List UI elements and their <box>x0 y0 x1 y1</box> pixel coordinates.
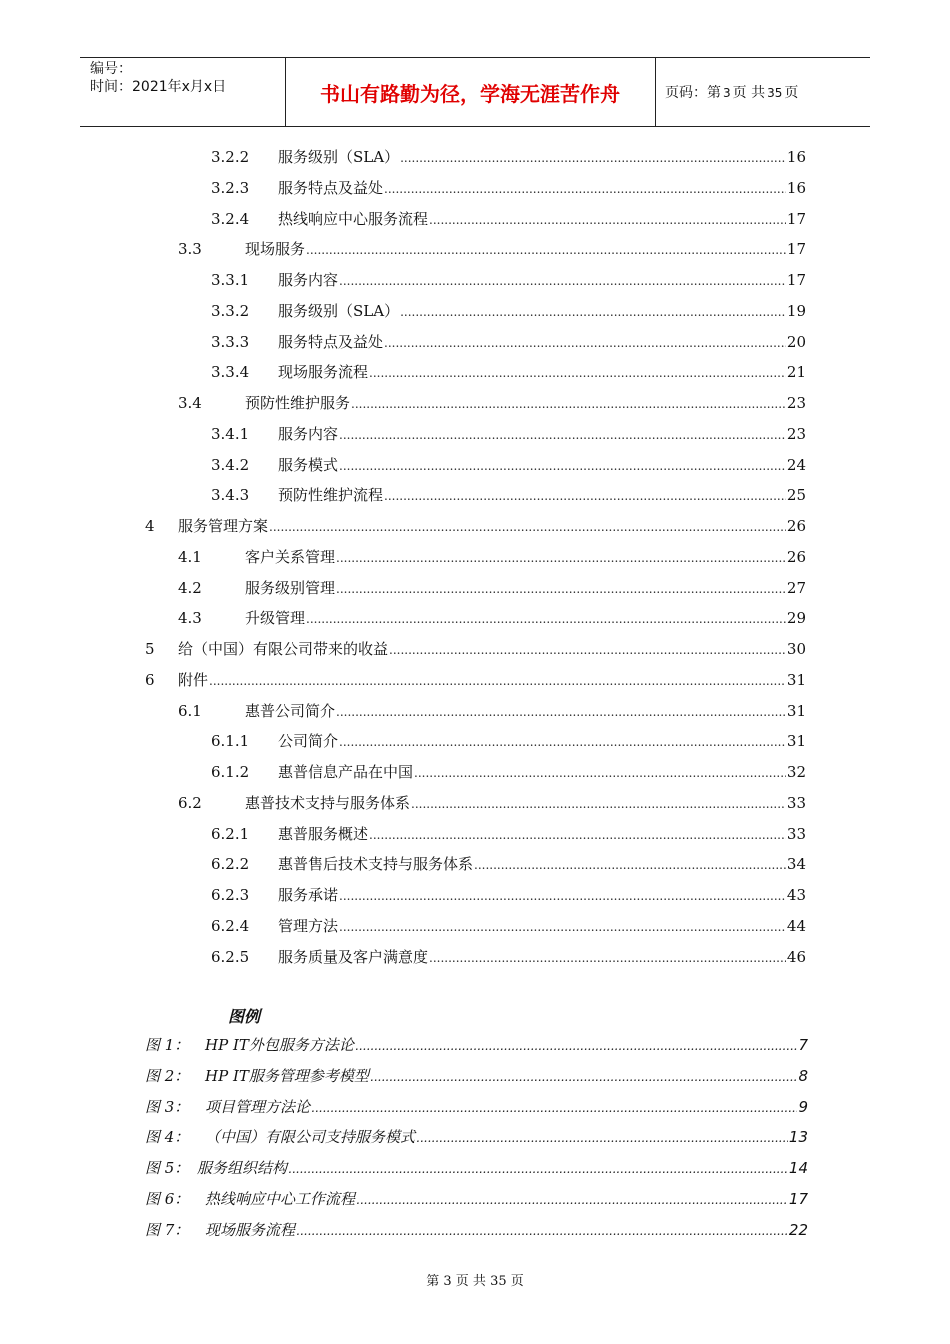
toc-entry-number: 3.2.3 <box>211 178 250 197</box>
toc-entry[interactable] <box>145 730 806 752</box>
footer-suffix: 页 <box>510 1274 524 1289</box>
figure-entry-label: 图 7： <box>145 1220 190 1239</box>
toc-leader-dots <box>351 394 786 412</box>
figure-entry-page: 17 <box>788 1190 808 1208</box>
toc-entry-title: 服务内容 <box>278 424 339 443</box>
toc-entry-number: 4.3 <box>178 609 202 628</box>
toc-entry-page: 31 <box>786 732 806 751</box>
figure-entry-page: 7 <box>798 1036 808 1054</box>
toc-leader-dots <box>411 794 786 812</box>
figure-entry[interactable] <box>145 1188 808 1210</box>
toc-entry[interactable] <box>145 146 806 168</box>
toc-entry-title: 管理方法 <box>278 916 339 935</box>
toc-entry-title: 公司简介 <box>278 732 339 751</box>
toc-entry-page: 17 <box>786 209 806 228</box>
toc-entry-title: 服务质量及客户满意度 <box>278 947 429 966</box>
toc-entry-title: 服务承诺 <box>278 886 339 904</box>
toc-entry-page: 16 <box>786 148 806 166</box>
toc-leader-dots <box>339 425 786 443</box>
figure-entry-page: 9 <box>798 1097 808 1116</box>
toc-entry[interactable] <box>145 269 806 291</box>
toc-entry-title: 服务级别（SLA） <box>278 148 400 166</box>
figure-leader-dots <box>370 1067 798 1085</box>
toc-entry-number: 3.4 <box>178 394 202 412</box>
toc-entry[interactable] <box>145 484 806 506</box>
toc-entry[interactable] <box>145 638 806 660</box>
figure-entry-page: 8 <box>798 1066 808 1085</box>
toc-leader-dots <box>339 732 786 750</box>
toc-entry-title: 惠普售后技术支持与服务体系 <box>278 855 474 874</box>
header-page-info <box>665 82 798 102</box>
toc-entry-title: 服务特点及益处 <box>278 332 384 351</box>
footer-prefix: 第 <box>426 1274 440 1289</box>
toc-entry[interactable] <box>145 792 806 814</box>
toc-entry-number: 3.3.4 <box>211 363 250 382</box>
toc-entry-page: 34 <box>786 855 806 874</box>
toc-entry[interactable] <box>145 853 806 875</box>
toc-leader-dots <box>339 917 786 935</box>
page-footer <box>0 1270 950 1289</box>
toc-leader-dots <box>209 671 786 689</box>
page-suffix: 页 <box>784 85 799 101</box>
toc-entry-page: 33 <box>786 793 806 812</box>
figure-entry[interactable] <box>145 1157 808 1179</box>
page-middle: 页 共 <box>732 85 766 101</box>
toc-entry[interactable] <box>145 454 806 476</box>
toc-entry[interactable] <box>145 761 806 783</box>
page-prefix: 页码：第 <box>665 85 721 101</box>
toc-entry-number: 3.3 <box>178 240 202 259</box>
toc-entry-number: 3.2.4 <box>211 209 250 228</box>
figure-leader-dots <box>355 1036 798 1054</box>
toc-entry-page: 43 <box>786 886 806 904</box>
figure-entry-title: HP IT服务管理参考模型 <box>205 1066 369 1085</box>
toc-entry-number: 4.1 <box>178 547 202 566</box>
toc-entry-title: 现场服务流程 <box>278 363 369 382</box>
page-header <box>80 57 870 127</box>
toc-entry-title: 预防性维护流程 <box>278 486 384 505</box>
toc-entry-page: 25 <box>786 486 806 505</box>
figure-entry-label: 图 1： <box>145 1036 190 1054</box>
toc-entry-title: 客户关系管理 <box>245 547 336 566</box>
toc-entry-title: 惠普公司简介 <box>245 701 336 720</box>
figures-heading: 图例 <box>228 1007 261 1026</box>
toc-entry-number: 3.4.2 <box>211 455 250 474</box>
toc-leader-dots <box>369 825 786 843</box>
toc-leader-dots <box>306 240 786 258</box>
toc-entry[interactable] <box>145 177 806 199</box>
toc-entry[interactable] <box>145 884 806 906</box>
toc-entry[interactable] <box>145 515 806 537</box>
toc-entry-number: 4.2 <box>178 578 202 597</box>
toc-entry-page: 23 <box>786 424 806 443</box>
toc-entry-number: 6 <box>145 670 155 689</box>
toc-leader-dots <box>429 210 786 228</box>
toc-leader-dots <box>339 456 786 474</box>
toc-entry[interactable] <box>145 823 806 845</box>
toc-entry-title: 服务级别（SLA） <box>278 301 400 320</box>
footer-total: 35 <box>490 1274 507 1289</box>
figure-entry[interactable] <box>145 1219 808 1241</box>
toc-entry[interactable] <box>145 392 806 414</box>
figure-entry-title: 服务组织结构 <box>197 1159 288 1178</box>
toc-entry-number: 6.2.5 <box>211 947 250 966</box>
toc-leader-dots <box>306 609 786 627</box>
toc-entry-page: 31 <box>786 701 806 720</box>
toc-entry-number: 3.3.2 <box>211 301 250 320</box>
figure-entry[interactable] <box>145 1065 808 1087</box>
header-motto: 书山有路勤为径，学海无涯苦作舟 <box>320 82 620 106</box>
serial-label: 编号： <box>90 61 132 77</box>
toc-entry-page: 17 <box>786 240 806 259</box>
figure-leader-dots <box>356 1190 788 1208</box>
toc-leader-dots <box>389 640 786 658</box>
figure-leader-dots <box>416 1128 788 1146</box>
footer-middle: 页 共 <box>455 1274 486 1289</box>
toc-entry-title: 附件 <box>178 670 209 689</box>
footer-current: 3 <box>443 1274 452 1289</box>
toc-entry[interactable] <box>145 607 806 629</box>
toc-leader-dots <box>336 702 786 720</box>
toc-entry-page: 33 <box>786 824 806 843</box>
toc-entry-title: 服务特点及益处 <box>278 178 384 197</box>
toc-entry-number: 3.4.3 <box>211 486 250 505</box>
figure-entry-title: 现场服务流程 <box>205 1220 296 1239</box>
toc-entry-number: 6.1.2 <box>211 763 250 781</box>
toc-entry[interactable] <box>145 208 806 230</box>
figure-entry-page: 13 <box>788 1128 808 1147</box>
toc-entry-page: 23 <box>786 394 806 412</box>
toc-entry-page: 29 <box>786 609 806 628</box>
toc-entry-title: 热线响应中心服务流程 <box>278 209 429 228</box>
toc-leader-dots <box>336 579 786 597</box>
toc-leader-dots <box>414 763 786 781</box>
toc-entry-page: 26 <box>786 517 806 535</box>
toc-entry-title: 预防性维护服务 <box>245 394 351 412</box>
toc-leader-dots <box>400 148 786 166</box>
toc-entry-title: 现场服务 <box>245 240 306 259</box>
toc-entry[interactable] <box>145 915 806 937</box>
figure-entry-label: 图 4： <box>145 1128 190 1147</box>
toc-entry-number: 3.3.1 <box>211 271 250 289</box>
toc-entry-title: 服务管理方案 <box>178 517 269 535</box>
figure-entry-title: 热线响应中心工作流程 <box>205 1190 356 1208</box>
toc-leader-dots <box>474 855 786 873</box>
toc-entry-number: 6.2.1 <box>211 824 250 843</box>
toc-entry-number: 6.1.1 <box>211 732 250 751</box>
figure-entry[interactable] <box>145 1096 808 1118</box>
toc-entry-number: 6.2.3 <box>211 886 250 904</box>
toc-entry[interactable] <box>145 423 806 445</box>
toc-entry-title: 惠普技术支持与服务体系 <box>245 793 411 812</box>
toc-entry-page: 16 <box>786 178 806 197</box>
toc-entry[interactable] <box>145 238 806 260</box>
toc-entry[interactable] <box>145 577 806 599</box>
toc-entry-number: 6.2 <box>178 793 202 812</box>
toc-leader-dots <box>384 333 786 351</box>
toc-entry[interactable] <box>145 361 806 383</box>
toc-entry[interactable] <box>145 331 806 353</box>
toc-entry-number: 3.4.1 <box>211 424 250 443</box>
toc-entry-number: 6.1 <box>178 701 202 720</box>
toc-entry-title: 服务级别管理 <box>245 578 336 597</box>
header-divider <box>655 58 656 126</box>
toc-entry-title: 服务模式 <box>278 455 339 474</box>
toc-entry-page: 24 <box>786 455 806 474</box>
toc-entry-title: 升级管理 <box>245 609 306 628</box>
page-total: 35 <box>767 86 783 100</box>
toc-entry[interactable] <box>145 546 806 568</box>
toc-entry-number: 6.2.2 <box>211 855 250 874</box>
figure-entry[interactable] <box>145 1126 808 1148</box>
toc-entry-page: 20 <box>786 332 806 351</box>
toc-entry-page: 44 <box>786 916 806 935</box>
figure-entry-page: 14 <box>788 1159 808 1178</box>
figure-entry-label: 图 2： <box>145 1066 190 1085</box>
toc-leader-dots <box>384 179 786 197</box>
toc-entry-page: 32 <box>786 763 806 781</box>
figure-entry-title: HP IT外包服务方法论 <box>205 1036 354 1054</box>
toc-entry-page: 30 <box>786 640 806 658</box>
toc-entry-page: 21 <box>786 363 806 382</box>
figure-leader-dots <box>296 1221 788 1239</box>
toc-entry-number: 6.2.4 <box>211 916 250 935</box>
toc-entry[interactable] <box>145 300 806 322</box>
figure-entry-title: 项目管理方法论 <box>205 1097 311 1116</box>
toc-entry-page: 17 <box>786 271 806 289</box>
toc-entry[interactable] <box>145 946 806 968</box>
toc-entry-page: 27 <box>786 578 806 597</box>
toc-entry-title: 惠普信息产品在中国 <box>278 763 414 781</box>
toc-entry-title: 惠普服务概述 <box>278 824 369 843</box>
toc-entry-number: 4 <box>145 517 155 535</box>
time-label: 时间：2021年x月x日 <box>90 79 227 95</box>
toc-entry-title: 给（中国）有限公司带来的收益 <box>178 640 389 658</box>
figure-entry-title: （中国）有限公司支持服务模式 <box>205 1128 416 1147</box>
toc-entry-number: 5 <box>145 640 155 658</box>
figure-entry-label: 图 5： <box>145 1159 190 1178</box>
figure-entry-label: 图 6： <box>145 1190 190 1208</box>
toc-entry-title: 服务内容 <box>278 271 339 289</box>
toc-leader-dots <box>339 886 786 904</box>
toc-entry-number: 3.3.3 <box>211 332 250 351</box>
toc-entry[interactable] <box>145 700 806 722</box>
page-current: 3 <box>723 86 731 100</box>
figure-leader-dots <box>311 1098 797 1116</box>
figure-entry[interactable] <box>145 1034 808 1056</box>
toc-leader-dots <box>339 271 786 289</box>
toc-entry-page: 26 <box>786 547 806 566</box>
toc-leader-dots <box>336 548 786 566</box>
toc-entry-page: 31 <box>786 670 806 689</box>
figure-entry-page: 22 <box>788 1220 808 1239</box>
toc-leader-dots <box>384 486 786 504</box>
figure-leader-dots <box>288 1159 788 1177</box>
toc-entry[interactable] <box>145 669 806 691</box>
toc-leader-dots <box>269 517 786 535</box>
toc-leader-dots <box>369 363 786 381</box>
toc-leader-dots <box>429 948 786 966</box>
toc-entry-page: 19 <box>786 301 806 320</box>
figure-entry-label: 图 3： <box>145 1097 190 1116</box>
header-meta <box>90 60 226 96</box>
toc-entry-page: 46 <box>786 947 806 966</box>
toc-leader-dots <box>400 302 786 320</box>
toc-entry-number: 3.2.2 <box>211 148 250 166</box>
